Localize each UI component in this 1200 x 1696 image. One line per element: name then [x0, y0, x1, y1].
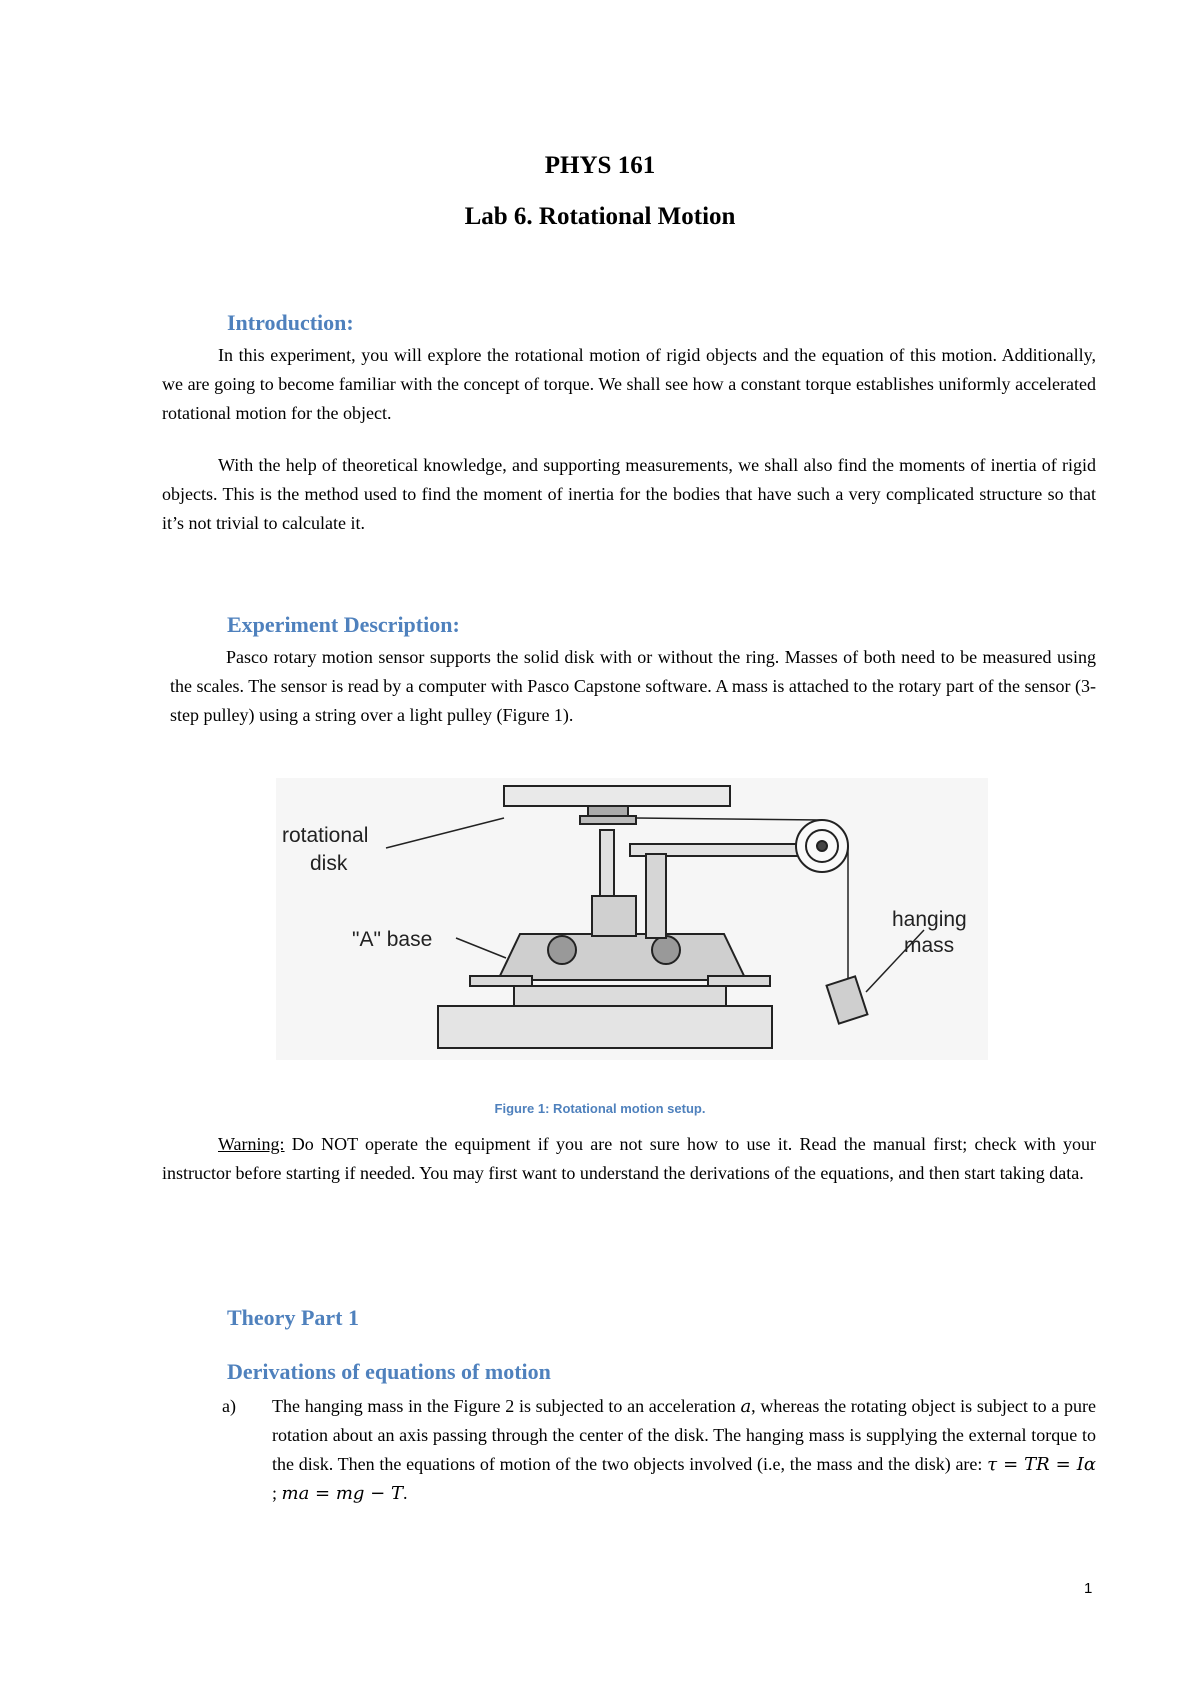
label-hanging: hanging — [892, 908, 967, 931]
step-pulley-top — [588, 806, 628, 816]
base-foot-right — [708, 976, 770, 986]
warning-label: Warning: — [218, 1134, 285, 1154]
warning-paragraph — [162, 1130, 1096, 1188]
string-top — [636, 818, 822, 820]
rotational-disk — [504, 786, 730, 806]
introduction-heading: Introduction: — [227, 310, 354, 335]
theory-subheading: Derivations of equations of motion — [227, 1359, 551, 1384]
equation-torque: τ = TR = Iα — [987, 1454, 1096, 1475]
variable-a: a — [740, 1396, 752, 1417]
base-wheel-left — [548, 936, 576, 964]
item-text — [272, 1392, 1096, 1508]
arm-post — [646, 854, 666, 938]
figure-rotational-setup — [276, 778, 988, 1060]
table-board — [438, 1006, 772, 1048]
warning-text: Do NOT operate the equipment if you are not sure how to use it. Read the manual first; check with your instructor before starting if needed. You may first want to understand the derivations of the equations, and then start taking data. — [162, 1134, 1096, 1183]
introduction-paragraph-2: With the help of theoretical knowledge, and supporting measurements, we shall also find the moments of inertia of rigid objects. This is the method used to find the moment of inertia for the bodies that have such a very complicated structure so that it’s not trivial to calculate it. — [162, 455, 1096, 533]
page-number: 1 — [1084, 1580, 1093, 1597]
course-title: PHYS 161 — [544, 152, 656, 179]
pulley-hub — [817, 841, 827, 851]
label-a-base: "A" base — [352, 928, 433, 951]
list-item — [222, 1392, 1096, 1508]
pointer-disk — [386, 818, 504, 848]
pointer-base — [456, 938, 506, 958]
label-disk: disk — [310, 852, 348, 875]
item-marker: a) — [222, 1396, 236, 1416]
a-base — [498, 934, 746, 980]
label-rotational: rotational — [282, 824, 369, 847]
apparatus-illustration — [276, 778, 988, 1060]
equation-separator: ; — [272, 1483, 282, 1503]
base-underside — [514, 986, 726, 1006]
theory-heading: Theory Part 1 — [227, 1305, 359, 1330]
item-text-1: The hanging mass in the Figure 2 is subjected to an acceleration — [272, 1396, 741, 1416]
experiment-paragraph: Pasco rotary motion sensor supports the solid disk with or without the ring. Masses of both need to be measured using the scales. The sensor is read by a computer with Pasco Capstone software. A mass is attached to the rotary part of the sensor (3-step pulley) using a string over a light pulley (Figure 1). — [170, 647, 1096, 725]
label-mass: mass — [904, 934, 955, 957]
axle-post — [600, 830, 614, 896]
experiment-heading: Experiment Description: — [227, 612, 460, 637]
item-end: . — [402, 1483, 408, 1503]
sensor-body — [592, 896, 636, 936]
step-pulley — [580, 816, 636, 824]
figure-caption: Figure 1: Rotational motion setup. — [494, 1101, 706, 1116]
introduction-paragraph-1: In this experiment, you will explore the rotational motion of rigid objects and the equation of this motion. Additionally, we are going to become familiar with the concept of torque. We shall see how a constant torque establishes uniformly accelerated rotational motion for the object. — [162, 345, 1096, 423]
item-text-2: , whereas the rotating object is subject to a pure rotation about an axis passing through the center of the disk. The hanging mass is supplying the external torque to the disk. Then the equations of motion of the two objects involved (i.e, the mass and the disk) are: — [272, 1396, 1096, 1474]
equation-force: ma = mg − T — [281, 1483, 403, 1504]
lab-title: Lab 6. Rotational Motion — [464, 203, 736, 230]
base-wheel-right — [652, 936, 680, 964]
hanging-mass-block — [827, 976, 868, 1023]
base-foot-left — [470, 976, 532, 986]
